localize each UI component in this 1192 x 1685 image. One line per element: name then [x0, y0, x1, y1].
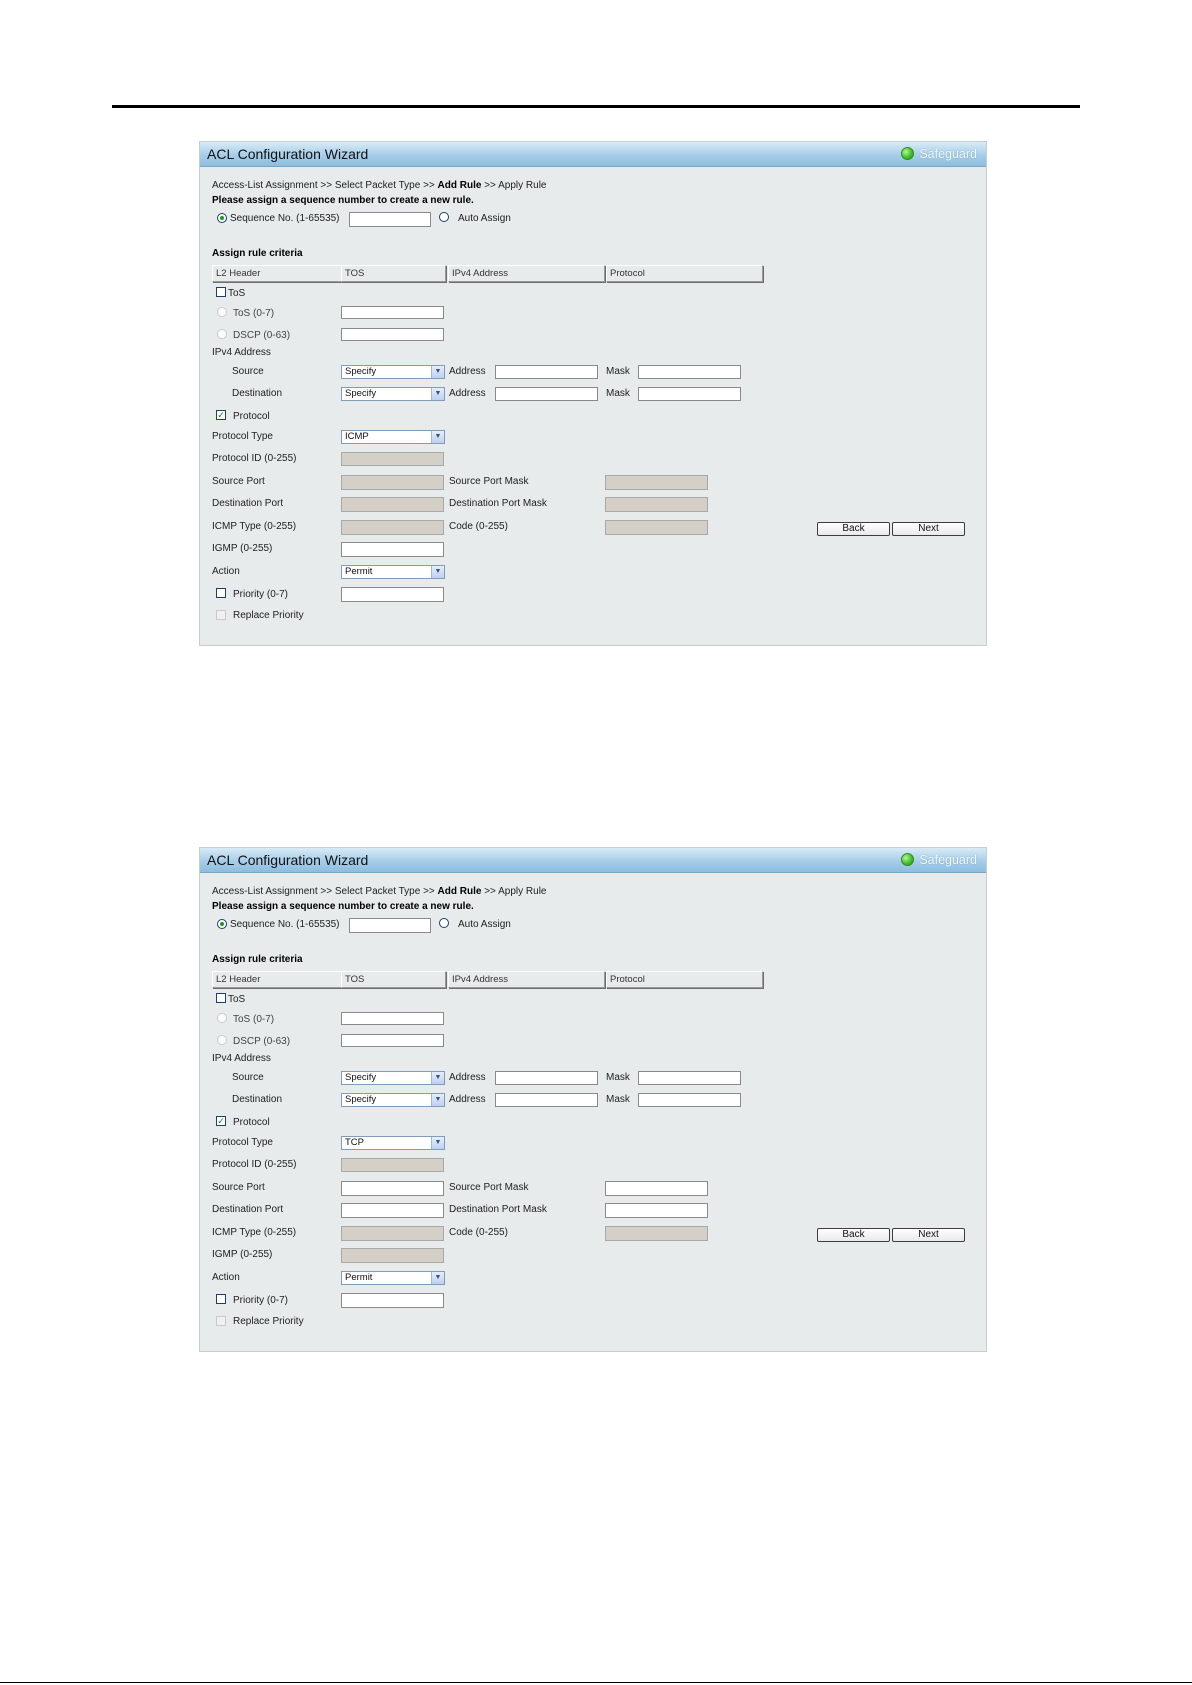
source-label: Source — [232, 1072, 264, 1083]
destination-port-mask-label: Destination Port Mask — [449, 498, 547, 509]
source-port-mask-label: Source Port Mask — [449, 1182, 529, 1193]
destination-label: Destination — [232, 388, 283, 399]
breadcrumb-separator: >> — [484, 180, 496, 191]
acl-wizard-panel-tcp — [199, 847, 987, 1352]
source-address-label: Address — [449, 366, 486, 377]
tos-radio[interactable] — [217, 1013, 227, 1023]
sequence-input[interactable] — [349, 918, 431, 933]
tab-ipv4-address[interactable]: IPv4 Address — [448, 265, 605, 282]
tos-value-input[interactable] — [341, 306, 444, 319]
source-type-value: Specify — [345, 366, 377, 377]
breadcrumb-separator: >> — [423, 180, 435, 191]
priority-input[interactable] — [341, 587, 444, 602]
destination-type-select[interactable] — [341, 387, 445, 401]
auto-assign-label: Auto Assign — [458, 919, 511, 930]
sequence-input[interactable] — [349, 212, 431, 227]
back-button[interactable]: Back — [817, 522, 890, 536]
tos-value-input[interactable] — [341, 1012, 444, 1025]
action-select[interactable] — [341, 565, 445, 579]
chevron-down-icon: ▼ — [431, 388, 444, 400]
breadcrumb-step-assignment: Access-List Assignment — [212, 180, 318, 191]
priority-label: Priority (0-7) — [233, 589, 289, 600]
protocol-type-value: ICMP — [345, 431, 369, 442]
dscp-value-label: DSCP (0-63) — [233, 330, 291, 341]
panel-header — [200, 142, 986, 167]
auto-assign-label: Auto Assign — [458, 213, 511, 224]
sequence-label: Sequence No. (1-65535) — [230, 213, 340, 224]
replace-priority-checkbox[interactable] — [216, 1316, 226, 1326]
destination-port-mask-input[interactable] — [605, 497, 708, 512]
code-input[interactable] — [605, 520, 708, 535]
chevron-down-icon: ▼ — [431, 566, 444, 578]
priority-label: Priority (0-7) — [233, 1295, 289, 1306]
acl-wizard-panel-icmp — [199, 141, 987, 646]
destination-type-select[interactable] — [341, 1093, 445, 1107]
tab-l2-header[interactable]: L2 Header — [212, 265, 349, 282]
sequence-radio[interactable] — [217, 213, 227, 223]
protocol-type-select[interactable] — [341, 1136, 445, 1150]
source-port-label: Source Port — [212, 1182, 265, 1193]
tos-radio[interactable] — [217, 307, 227, 317]
criteria-title: Assign rule criteria — [212, 248, 303, 259]
sequence-radio[interactable] — [217, 919, 227, 929]
igmp-label: IGMP (0-255) — [212, 543, 273, 554]
tos-check-label: ToS — [228, 288, 246, 299]
chevron-down-icon: ▼ — [431, 1094, 444, 1106]
panel-title: ACL Configuration Wizard — [207, 146, 369, 162]
source-mask-label: Mask — [606, 1072, 630, 1083]
protocol-id-input[interactable] — [341, 452, 444, 466]
chevron-down-icon: ▼ — [431, 1272, 444, 1284]
destination-type-value: Specify — [345, 1094, 377, 1105]
source-type-select[interactable] — [341, 1071, 445, 1085]
tab-tos[interactable]: TOS — [341, 265, 446, 282]
breadcrumb-separator: >> — [320, 886, 333, 897]
source-address-input[interactable] — [495, 365, 598, 379]
destination-port-input[interactable] — [341, 497, 444, 512]
source-type-select[interactable] — [341, 365, 445, 379]
protocol-check-label: Protocol — [233, 411, 270, 422]
chevron-down-icon: ▼ — [431, 431, 444, 443]
code-label: Code (0-255) — [449, 1227, 508, 1238]
action-label: Action — [212, 566, 240, 577]
ipv4-section-label: IPv4 Address — [212, 347, 271, 358]
protocol-checkbox[interactable]: ✓ — [217, 410, 225, 420]
breadcrumb-step-apply-rule: Apply Rule — [498, 886, 547, 897]
destination-address-label: Address — [449, 388, 486, 399]
tos-checkbox[interactable] — [216, 993, 226, 1003]
destination-mask-input[interactable] — [638, 1093, 741, 1107]
action-value: Permit — [345, 1272, 373, 1283]
icmp-type-input[interactable] — [341, 520, 444, 535]
tab-protocol[interactable]: Protocol — [606, 265, 763, 282]
source-address-label: Address — [449, 1072, 486, 1083]
source-type-value: Specify — [345, 1072, 377, 1083]
destination-address-label: Address — [449, 1094, 486, 1105]
safeguard-label: Safeguard — [919, 853, 977, 867]
protocol-type-value: TCP — [345, 1137, 364, 1148]
destination-port-label: Destination Port — [212, 498, 284, 509]
auto-assign-radio[interactable] — [439, 918, 449, 928]
source-port-input[interactable] — [341, 475, 444, 490]
igmp-input[interactable] — [341, 542, 444, 557]
tab-protocol[interactable]: Protocol — [606, 971, 763, 988]
tos-value-label: ToS (0-7) — [233, 1014, 275, 1025]
source-mask-label: Mask — [606, 366, 630, 377]
protocol-type-select[interactable] — [341, 430, 445, 444]
priority-input[interactable] — [341, 1293, 444, 1308]
igmp-label: IGMP (0-255) — [212, 1249, 273, 1260]
destination-mask-label: Mask — [606, 388, 630, 399]
igmp-input[interactable] — [341, 1248, 444, 1263]
back-button[interactable]: Back — [817, 1228, 890, 1242]
chevron-down-icon: ▼ — [431, 1137, 444, 1149]
dscp-radio[interactable] — [217, 329, 227, 339]
instruction-text: Please assign a sequence number to create a new rule. — [212, 195, 474, 206]
tab-l2-header[interactable]: L2 Header — [212, 971, 349, 988]
source-address-input[interactable] — [495, 1071, 598, 1085]
breadcrumb-step-packet-type: Select Packet Type — [334, 180, 421, 191]
source-port-input[interactable] — [341, 1181, 444, 1196]
dscp-value-input[interactable] — [341, 1034, 444, 1047]
auto-assign-radio[interactable] — [439, 212, 449, 222]
chevron-down-icon: ▼ — [431, 1072, 444, 1084]
dscp-value-input[interactable] — [341, 328, 444, 341]
destination-port-input[interactable] — [341, 1203, 444, 1218]
breadcrumb-separator: >> — [423, 886, 435, 897]
safeguard-status-icon — [901, 147, 914, 160]
breadcrumb-step-assignment: Access-List Assignment — [212, 886, 318, 897]
panel-header — [200, 848, 986, 873]
criteria-title: Assign rule criteria — [212, 954, 303, 965]
chevron-down-icon: ▼ — [431, 366, 444, 378]
replace-priority-checkbox[interactable] — [216, 610, 226, 620]
source-port-mask-label: Source Port Mask — [449, 476, 529, 487]
source-port-label: Source Port — [212, 476, 265, 487]
next-button[interactable]: Next — [892, 522, 965, 536]
breadcrumb — [212, 886, 546, 898]
priority-checkbox[interactable] — [216, 1294, 226, 1304]
destination-mask-input[interactable] — [638, 387, 741, 401]
breadcrumb-current-add-rule: Add Rule — [437, 886, 482, 897]
destination-port-label: Destination Port — [212, 1204, 284, 1215]
destination-label: Destination — [232, 1094, 283, 1105]
safeguard-indicator — [901, 147, 977, 161]
page-bottom-rule — [0, 1682, 1192, 1683]
protocol-id-input[interactable] — [341, 1158, 444, 1172]
safeguard-label: Safeguard — [919, 147, 977, 161]
source-port-mask-input[interactable] — [605, 1181, 708, 1196]
protocol-type-label: Protocol Type — [212, 431, 273, 442]
safeguard-indicator — [901, 853, 977, 867]
source-mask-input[interactable] — [638, 1071, 741, 1085]
replace-priority-label: Replace Priority — [233, 610, 304, 621]
icmp-type-label: ICMP Type (0-255) — [212, 1227, 297, 1238]
source-label: Source — [232, 366, 264, 377]
instruction-text: Please assign a sequence number to create a new rule. — [212, 901, 474, 912]
breadcrumb-separator: >> — [320, 180, 333, 191]
tos-value-label: ToS (0-7) — [233, 308, 275, 319]
ipv4-section-label: IPv4 Address — [212, 1053, 271, 1064]
tab-ipv4-address[interactable]: IPv4 Address — [448, 971, 605, 988]
destination-port-mask-input[interactable] — [605, 1203, 708, 1218]
icmp-type-label: ICMP Type (0-255) — [212, 521, 297, 532]
tos-checkbox[interactable] — [216, 287, 226, 297]
icmp-type-input[interactable] — [341, 1226, 444, 1241]
destination-type-value: Specify — [345, 388, 377, 399]
breadcrumb-separator: >> — [484, 886, 496, 897]
panel-title: ACL Configuration Wizard — [207, 852, 369, 868]
breadcrumb-step-packet-type: Select Packet Type — [334, 886, 421, 897]
action-value: Permit — [345, 566, 373, 577]
protocol-checkbox[interactable]: ✓ — [217, 1116, 225, 1126]
destination-address-input[interactable] — [495, 1093, 598, 1107]
destination-port-mask-label: Destination Port Mask — [449, 1204, 547, 1215]
priority-checkbox[interactable] — [216, 588, 226, 598]
breadcrumb-step-apply-rule: Apply Rule — [498, 180, 547, 191]
sequence-label: Sequence No. (1-65535) — [230, 919, 340, 930]
action-label: Action — [212, 1272, 240, 1283]
page-top-rule — [112, 105, 1080, 108]
protocol-id-label: Protocol ID (0-255) — [212, 1159, 297, 1170]
source-port-mask-input[interactable] — [605, 475, 708, 490]
protocol-id-label: Protocol ID (0-255) — [212, 453, 297, 464]
next-button[interactable]: Next — [892, 1228, 965, 1242]
breadcrumb-current-add-rule: Add Rule — [437, 180, 482, 191]
code-input[interactable] — [605, 1226, 708, 1241]
safeguard-status-icon — [901, 853, 914, 866]
protocol-type-label: Protocol Type — [212, 1137, 273, 1148]
code-label: Code (0-255) — [449, 521, 508, 532]
breadcrumb — [212, 180, 546, 192]
protocol-check-label: Protocol — [233, 1117, 270, 1128]
dscp-value-label: DSCP (0-63) — [233, 1036, 291, 1047]
source-mask-input[interactable] — [638, 365, 741, 379]
tab-tos[interactable]: TOS — [341, 971, 446, 988]
action-select[interactable] — [341, 1271, 445, 1285]
tos-check-label: ToS — [228, 994, 246, 1005]
destination-address-input[interactable] — [495, 387, 598, 401]
destination-mask-label: Mask — [606, 1094, 630, 1105]
replace-priority-label: Replace Priority — [233, 1316, 304, 1327]
dscp-radio[interactable] — [217, 1035, 227, 1045]
